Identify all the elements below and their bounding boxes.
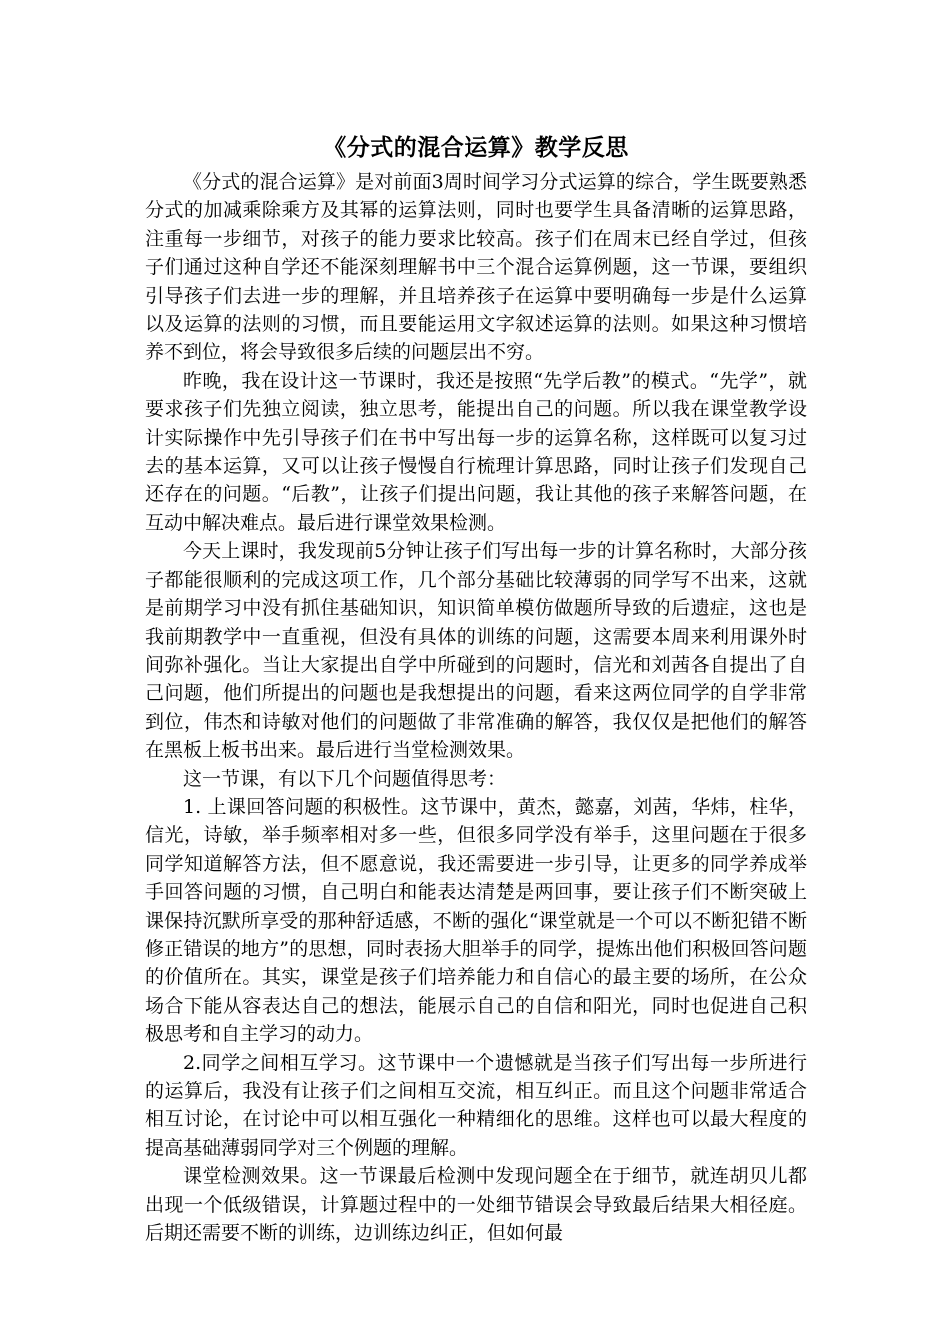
paragraph-point-1: 1. 上课回答问题的积极性。这节课中，黄杰，懿嘉，刘茜，华炜，柱华，信光，诗敏，举手频率相对多一些，但很多同学没有举手，这里问题在于很多同学知道解答方法，但不愿意说，我还需要进一步引导，让更多的同学养成举手回答问题的习惯，自己明白和能表达清楚是两回事，要让孩子们不断突破上课保持沉默所享受的那种舒适感，不断的强化“课堂就是一个可以不断犯错不断修正错误的地方”的思想，同时表扬大胆举手的同学，提炼出他们积极回答问题的价值所在。其实，课堂是孩子们培养能力和自信心的最主要的场所，在公众场合下能从容表达自己的想法，能展示自己的自信和阳光，同时也促进自己积极思考和自主学习的动力。 [145,795,807,1046]
paragraph-point-2: 2.同学之间相互学习。这节课中一个遗憾就是当孩子们写出每一步所进行的运算后，我没有让孩子们之间相互交流，相互纠正。而且这个问题非常适合相互讨论，在讨论中可以相互强化一种精细化的思维。这样也可以最大程度的提高基础薄弱同学对三个例题的理解。 [145,1051,807,1159]
document-page [145,128,807,1247]
paragraph-intro: 《分式的混合运算》是对前面3周时间学习分式运算的综合，学生既要熟悉分式的加减乘除乘方及其幂的运算法则，同时也要学生具备清晰的运算思路，注重每一步细节，对孩子的能力要求比较高。孩子们在周末已经自学过，但孩子们通过这种自学还不能深刻理解书中三个混合运算例题，这一节课，要组织引导孩子们去进一步的理解，并且培养孩子在运算中要明确每一步是什么运算以及运算的法则的习惯，而且要能运用文字叙述运算的法则。如果这种习惯培养不到位，将会导致很多后续的问题层出不穷。 [145,171,807,364]
document-title: 《分式的混合运算》教学反思 [323,134,629,161]
paragraph-reflection-intro: 这一节课，有以下几个问题值得思考： [183,767,507,790]
paragraph-classroom-test: 课堂检测效果。这一节课最后检测中发现问题全在于细节，就连胡贝儿都出现一个低级错误，计算题过程中的一处细节错误会导致最后结果大相径庭。后期还需要不断的训练，边训练边纠正，但如何最 [145,1165,807,1245]
paragraph-lesson-design: 昨晚，我在设计这一节课时，我还是按照“先学后教”的模式。“先学”，就要求孩子们先独立阅读，独立思考，能提出自己的问题。所以我在课堂教学设计实际操作中先引导孩子们在书中写出每一步的运算名称，这样既可以复习过去的基本运算，又可以让孩子慢慢自行梳理计算思路，同时让孩子们发现自己还存在的问题。“后教”，让孩子们提出问题，我让其他的孩子来解答问题，在互动中解决难点。最后进行课堂效果检测。 [145,369,807,534]
paragraph-class-observation: 今天上课时，我发现前5分钟让孩子们写出每一步的计算名称时，大部分孩子都能很顺利的完成这项工作，几个部分基础比较薄弱的同学写不出来，这就是前期学习中没有抓住基础知识，知识简单模仿做题所导致的后遗症，这也是我前期教学中一直重视，但没有具体的训练的问题，这需要本周来利用课外时间弥补强化。当让大家提出自学中所碰到的问题时，信光和刘茜各自提出了自己问题，他们所提出的问题也是我想提出的问题，看来这两位同学的自学非常到位，伟杰和诗敏对他们的问题做了非常准确的解答，我仅仅是把他们的解答在黑板上板书出来。最后进行当堂检测效果。 [145,540,807,762]
